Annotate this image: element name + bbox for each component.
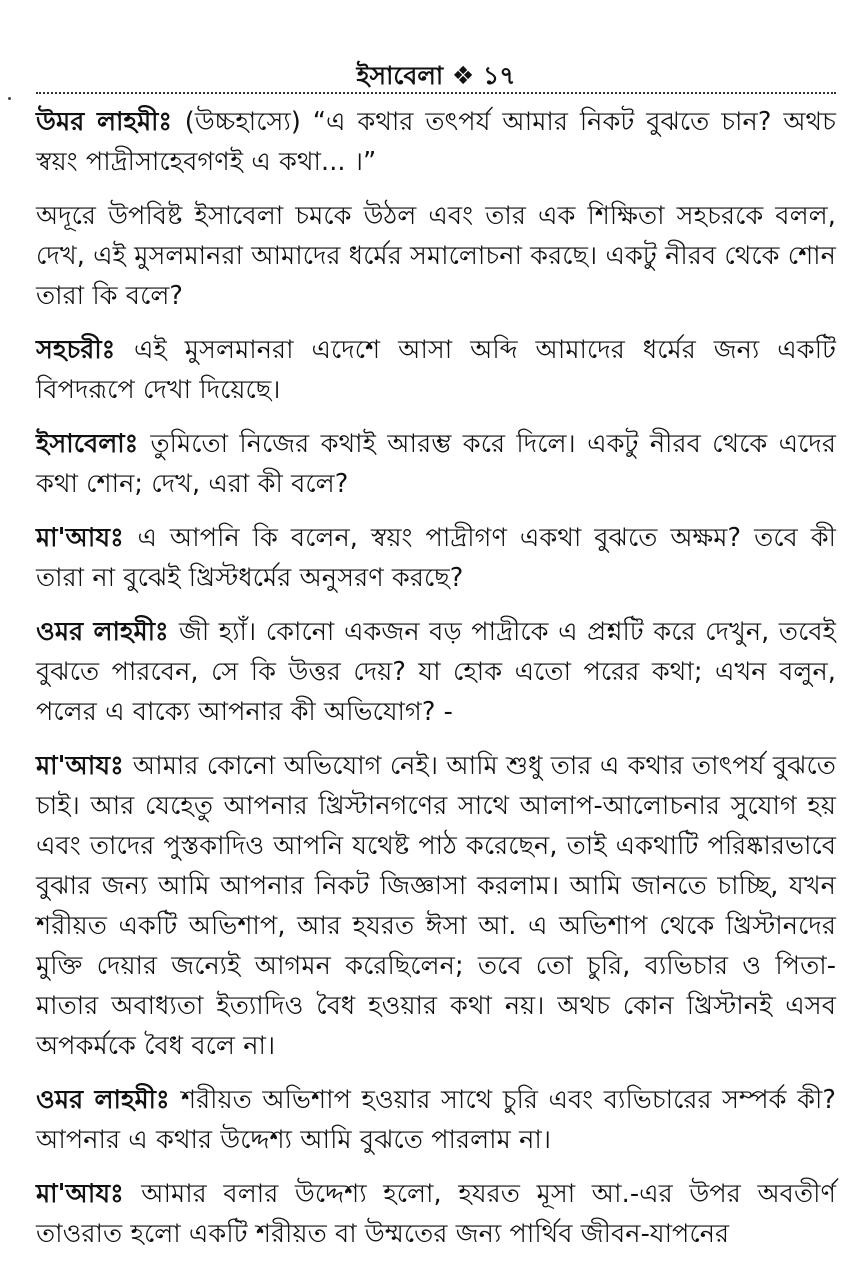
dialogue-text: এ আপনি কি বলেন, স্বয়ং পাদ্রীগণ একথা বুঝতে অক্ষম? তবে কী তারা না বুঝেই খ্রিস্টধর্মের অনুসরণ করছে? bbox=[36, 523, 836, 593]
dialogue-paragraph bbox=[36, 612, 836, 732]
speaker-name: উমর লাহমীঃ bbox=[36, 107, 173, 137]
dialogue-paragraph bbox=[36, 1080, 836, 1160]
dialogue-text: তুমিতো নিজের কথাই আরম্ভ করে দিলে। একটু নীরব থেকে এদের কথা শোন; দেখ, এরা কী বলে? bbox=[36, 429, 836, 499]
speaker-name: মা'আযঃ bbox=[36, 523, 124, 553]
dialogue-text: আমার কোনো অভিযোগ নেই। আমি শুধু তার এ কথার তাৎপর্য বুঝতে চাই। আর যেহেতু আপনার খ্রিস্টানগণের সাথে আলাপ-আলোচনার সুযোগ হয় এবং তাদের পুস্তকাদিও আপনি যথেষ্ট পাঠ করেছেন, তাই একথাটি পরিষ্কারভাবে বুঝার জন্য আমি আপনার নিকট জিজ্ঞাসা করলাম। আমি জানতে চাচ্ছি, যখন শরীয়ত একটি অভিশাপ, আর হযরত ঈসা আ. এ অভিশাপ থেকে খ্রিস্টানদের মুক্তি দেয়ার জন্যেই আগমন করেছিলেন; তবে তো চুরি, ব্যভিচার ও পিতা-মাতার অবাধ্যতা ইত্যাদিও বৈধ হওয়ার কথা নয়। অথচ কোন খ্রিস্টানই এসব অপকর্মকে বৈধ বলে না। bbox=[36, 751, 836, 1061]
dialogue-paragraph bbox=[36, 746, 836, 1066]
dialogue-text: জী হ্যাঁ। কোনো একজন বড় পাদ্রীকে এ প্রশ্নটি করে দেখুন, তবেই বুঝতে পারবেন, সে কি উত্তর দেয়? যা হোক এতো পরের কথা; এখন বলুন, পলের এ বাক্যে আপনার কী অভিযোগ? - bbox=[36, 617, 837, 727]
page-header: ইসাবেলা ❖ ১৭ bbox=[356, 61, 516, 90]
dialogue-text: (উচ্চহাস্যে) “এ কথার তৎপর্য আমার নিকট বুঝতে চান? অথচ স্বয়ং পাদ্রীসাহেবগণই এ কথা... ।” bbox=[36, 107, 836, 177]
header-divider bbox=[36, 92, 836, 94]
margin-speck bbox=[8, 97, 11, 100]
speaker-name: মা'আযঃ bbox=[36, 751, 124, 781]
speaker-name: ইসাবেলাঃ bbox=[36, 429, 139, 459]
dialogue-paragraph bbox=[36, 330, 836, 410]
book-page bbox=[36, 60, 836, 1268]
dialogue-paragraph bbox=[36, 424, 836, 504]
speaker-name: ওমর লাহমীঃ bbox=[36, 1085, 170, 1115]
dialogue-text: এই মুসলমানরা এদেশে আসা অব্দি আমাদের ধর্মের জন্য একটি বিপদরূপে দেখা দিয়েছে। bbox=[36, 335, 837, 405]
speaker-name: মা'আযঃ bbox=[36, 1179, 124, 1209]
dialogue-paragraph bbox=[36, 102, 836, 182]
narration-text: অদূরে উপবিষ্ট ইসাবেলা চমকে উঠল এবং তার এক শিক্ষিতা সহচরকে বলল, দেখ, এই মুসলমানরা আমাদের ধর্মের সমালোচনা করছে। একটু নীরব থেকে শোন তারা কি বলে? bbox=[36, 201, 836, 311]
dialogue-paragraph bbox=[36, 518, 836, 598]
speaker-name: ওমর লাহমীঃ bbox=[36, 617, 169, 647]
dialogue-text: শরীয়ত অভিশাপ হওয়ার সাথে চুরি এবং ব্যভিচারের সম্পর্ক কী? আপনার এ কথার উদ্দেশ্য আমি বুঝতে পারলাম না। bbox=[36, 1085, 836, 1155]
dialogue-paragraph bbox=[36, 1174, 836, 1254]
speaker-name: সহচরীঃ bbox=[36, 335, 116, 365]
narration-paragraph bbox=[36, 196, 836, 316]
dialogue-text: আমার বলার উদ্দেশ্য হলো, হযরত মূসা আ.-এর উপর অবতীর্ণ তাওরাত হলো একটি শরীয়ত বা উম্মতের জন্য পার্থিব জীবন-যাপনের bbox=[36, 1179, 837, 1249]
